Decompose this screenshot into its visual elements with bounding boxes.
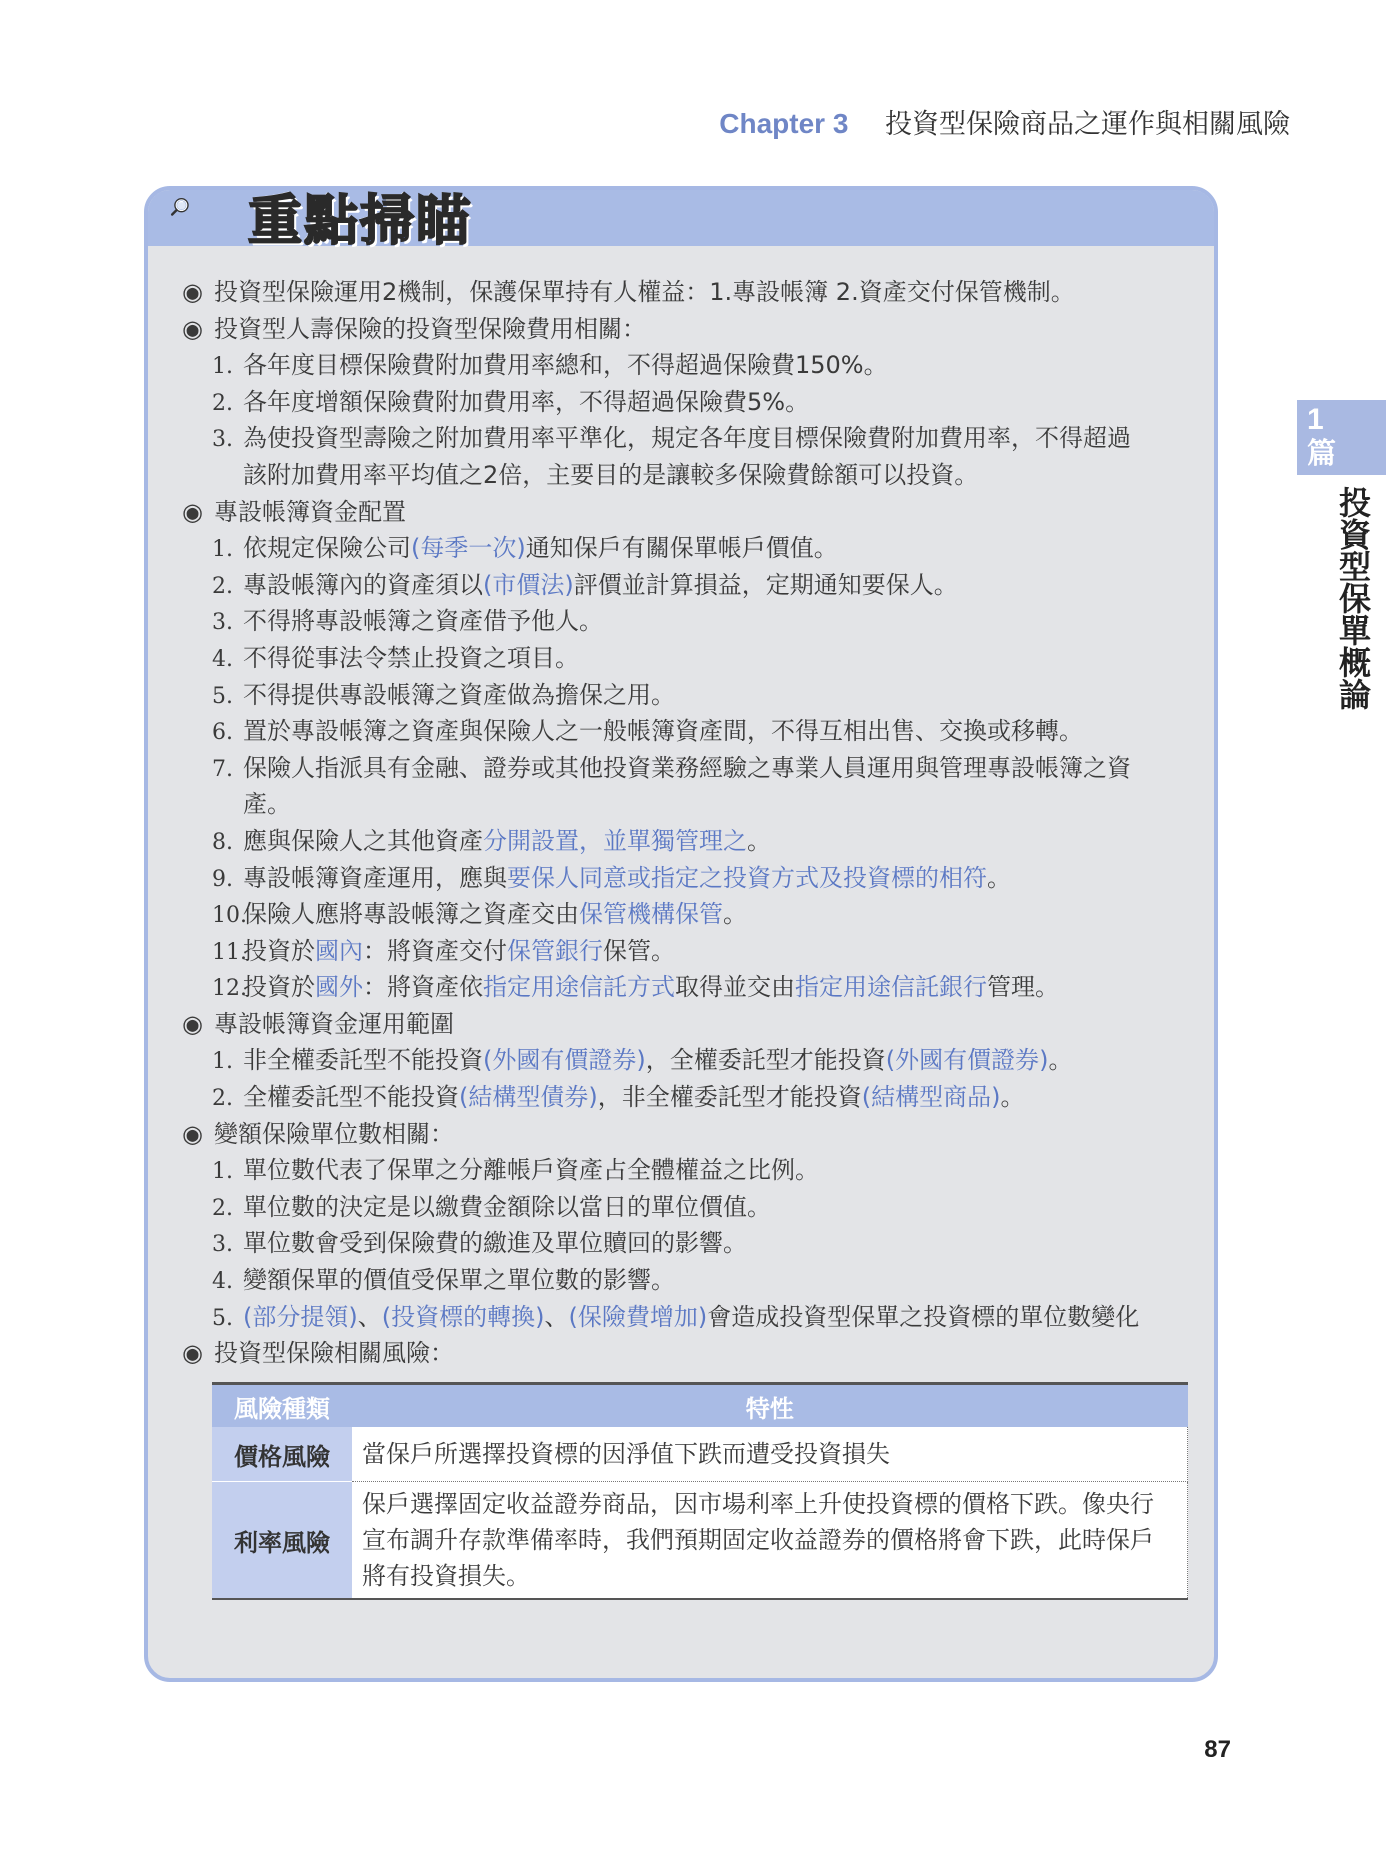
sub-item-continued: 該附加費用率平均值之2倍，主要目的是讓較多保險費餘額可以投資。 [243, 460, 979, 489]
sub-item: 1. 依規定保險公司(每季一次)通知保戶有關保單帳戶價值。 [212, 534, 838, 563]
sub-item: 2. 全權委託型不能投資(結構型債券)，非全權委託型才能投資(結構型商品)。 [212, 1083, 1025, 1112]
part-title: 投資型保單概論 [1334, 486, 1372, 710]
magnifier-icon [170, 166, 260, 246]
list-item: ◉ 變額保險單位數相關： [182, 1119, 454, 1148]
chapter-label: Chapter 3 [719, 108, 849, 139]
risk-table [212, 1382, 1188, 1600]
sub-item: 10.保險人應將專設帳簿之資產交由保管機構保管。 [212, 900, 747, 929]
part-tab [1297, 400, 1386, 475]
sub-item: 2. 各年度增額保險費附加費用率，不得超過保險費5%。 [212, 387, 810, 416]
col-header-risk-type: 風險種類 [212, 1384, 352, 1428]
sub-item: 9. 專設帳簿資產運用，應與要保人同意或指定之投資方式及投資標的相符。 [212, 863, 1011, 892]
risk-desc-cell: 保戶選擇固定收益證券商品，因市場利率上升使投資標的價格下跌。像央行宣布調升存款準備率時，我們預期固定收益證券的價格將會下跌，此時保戶將有投資損失。 [352, 1482, 1188, 1600]
risk-type-cell: 利率風險 [212, 1482, 352, 1600]
sub-item: 6. 置於專設帳簿之資產與保險人之一般帳簿資產間，不得互相出售、交換或移轉。 [212, 717, 1083, 746]
sub-item-continued: 產。 [243, 790, 291, 819]
part-number: 1 [1307, 403, 1324, 436]
table-row [212, 1427, 1188, 1482]
sub-item: 4. 不得從事法令禁止投資之項目。 [212, 643, 579, 672]
sub-item: 12.投資於國外：將資產依指定用途信託方式取得並交由指定用途信託銀行管理。 [212, 973, 1059, 1002]
sub-item: 3. 不得將專設帳簿之資產借予他人。 [212, 607, 603, 636]
running-header [719, 102, 1290, 141]
risk-type-cell: 價格風險 [212, 1427, 352, 1482]
sub-item: 5. (部分提領)、(投資標的轉換)、(保險費增加)會造成投資型保單之投資標的單位數變化 [212, 1302, 1140, 1331]
key-points-list [182, 274, 1192, 1372]
part-label: 篇 [1307, 436, 1337, 470]
sub-item: 8. 應與保險人之其他資產分開設置，並單獨管理之。 [212, 826, 771, 855]
sub-item: 1. 非全權委託型不能投資(外國有價證券)，全權委託型才能投資(外國有價證券)。 [212, 1046, 1073, 1075]
col-header-characteristics: 特性 [352, 1384, 1188, 1428]
sub-item: 2. 單位數的決定是以繳費金額除以當日的單位價值。 [212, 1192, 771, 1221]
list-item: ◉ 專設帳簿資金配置 [182, 497, 406, 526]
page-number: 87 [1204, 1736, 1231, 1763]
sub-item: 11.投資於國內：將資產交付保管銀行保管。 [212, 936, 675, 965]
list-item: ◉ 投資型保險相關風險： [182, 1339, 454, 1368]
sub-item: 1. 各年度目標保險費附加費用率總和，不得超過保險費150%。 [212, 351, 888, 380]
list-item: ◉ 投資型保險運用2機制，保護保單持有人權益：1.專設帳簿 2.資產交付保管機制。 [182, 278, 1075, 306]
sub-item: 3. 為使投資型壽險之附加費用率平準化，規定各年度目標保險費附加費用率，不得超過 [212, 424, 1131, 453]
sub-item: 2. 專設帳簿內的資產須以(市價法)評價並計算損益，定期通知要保人。 [212, 570, 958, 599]
sub-item: 7. 保險人指派具有金融、證券或其他投資業務經驗之專業人員運用與管理專設帳簿之資 [212, 753, 1131, 782]
table-row [212, 1482, 1188, 1600]
sub-item: 3. 單位數會受到保險費的繳進及單位贖回的影響。 [212, 1229, 747, 1258]
sub-item: 1. 單位數代表了保單之分離帳戶資產占全體權益之比例。 [212, 1156, 819, 1185]
chapter-title: 投資型保險商品之運作與相關風險 [885, 109, 1290, 140]
sub-item: 4. 變額保單的價值受保單之單位數的影響。 [212, 1266, 675, 1295]
table-header-row [212, 1384, 1188, 1428]
list-item: ◉ 專設帳簿資金運用範圍 [182, 1009, 454, 1038]
key-points-title: 重點掃瞄 [248, 189, 472, 252]
risk-desc-cell: 當保戶所選擇投資標的因淨值下跌而遭受投資損失 [352, 1427, 1188, 1482]
sub-item: 5. 不得提供專設帳簿之資產做為擔保之用。 [212, 680, 675, 709]
list-item: ◉ 投資型人壽保險的投資型保險費用相關： [182, 314, 646, 343]
